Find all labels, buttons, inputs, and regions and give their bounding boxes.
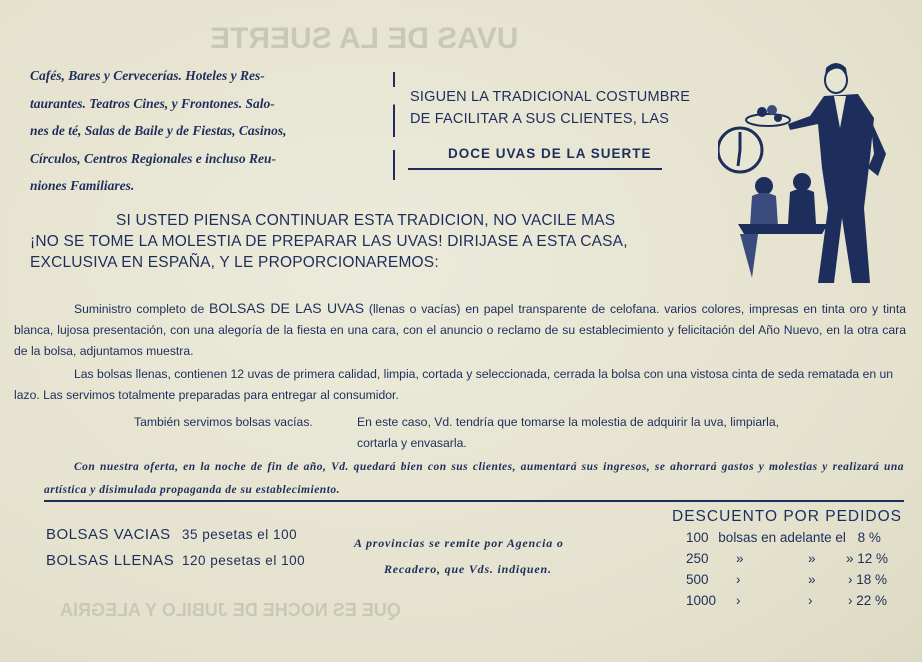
descuento-qty: 100 <box>686 530 709 545</box>
headline-line: EXCLUSIVA EN ESPAÑA, Y LE PROPORCIONAREMOS: <box>30 254 439 271</box>
bleed-through-decoration: QUE ES NOCHE DE JUBILO Y ALEGRIA <box>60 600 401 620</box>
bolsas-emphasis: BOLSAS DE LAS UVAS <box>209 300 365 316</box>
intro-line: niones Familiares. <box>30 178 135 193</box>
paragraph-text: Suministro completo de <box>74 302 210 316</box>
provincias-line: Recadero, que Vds. indiquen. <box>384 562 552 576</box>
ditto-mark: › <box>736 572 741 587</box>
price-label: BOLSAS VACIAS <box>46 526 171 543</box>
waiter-illustration <box>718 58 908 288</box>
descuento-title: DESCUENTO POR PEDIDOS <box>672 508 903 525</box>
offer-statement: Con nuestra oferta, en la noche de fin de año, Vd. quedará bien con sus clientes, aumentará sus ingresos, se ahorrará gastos y molestias y realizará una artística y disimulada propaganda de su establecimiento. <box>44 461 904 496</box>
vertical-divider <box>393 72 395 180</box>
descuento-qty: 500 <box>686 572 709 587</box>
paragraph-suministro <box>14 298 906 362</box>
ditto-mark: › <box>808 593 813 608</box>
headline-line: SI USTED PIENSA CONTINUAR ESTA TRADICION, NO VACILE MAS <box>116 212 616 229</box>
horizontal-divider <box>44 500 904 502</box>
price-value: 120 pesetas el 100 <box>182 553 306 568</box>
descuento-row <box>686 530 881 545</box>
descuento-pct: › 22 % <box>848 593 888 608</box>
price-value: 35 pesetas el 100 <box>182 527 298 542</box>
descuento-qty: 1000 <box>686 593 717 608</box>
provincias-note <box>354 530 564 582</box>
provincias-line: A provincias se remite por Agencia o <box>354 536 564 550</box>
intro-line: Círculos, Centros Regionales e incluso Reu- <box>30 150 277 166</box>
paragraph-vacias-detail: En este caso, Vd. tendría que tomarse la molestia de adquirir la uva, limpiarla, cortarla y envasarla. <box>357 415 780 450</box>
descuento-row <box>686 551 906 566</box>
ditto-mark: › <box>736 593 741 608</box>
costumbre-line: SIGUEN LA TRADICIONAL COSTUMBRE <box>410 89 691 105</box>
headline-block <box>30 210 720 273</box>
headline-line: ¡NO SE TOME LA MOLESTIA DE PREPARAR LAS UVAS! DIRIJASE A ESTA CASA, <box>30 233 628 250</box>
intro-line: taurantes. Teatros Cines, y Frontones. Salo- <box>30 95 275 111</box>
intro-line: Cafés, Bares y Cervecerías. Hoteles y Res- <box>30 68 265 83</box>
descuento-row <box>686 572 906 587</box>
descuento-row <box>686 593 906 608</box>
descuento-pct: » 12 % <box>846 551 889 566</box>
descuento-pct: 8 % <box>857 530 881 545</box>
descuento-mid: bolsas en adelante el <box>718 530 846 545</box>
intro-line: nes de té, Salas de Baile y de Fiestas, Casinos, <box>30 123 287 138</box>
price-row <box>46 522 312 548</box>
price-list <box>46 522 312 574</box>
paragraph-bolsas-llenas: Las bolsas llenas, contienen 12 uvas de primera calidad, limpia, cortada y seleccionada, cerrada la bolsa con una vistosa cinta de seda rematada en un lazo. Las servimos totalmente preparadas para entregar al consumidor. <box>14 367 894 402</box>
costumbre-block <box>410 86 690 130</box>
paragraph-bolsas-vacias: También servimos bolsas vacías. <box>134 415 313 429</box>
price-row <box>46 548 312 574</box>
costumbre-line: DE FACILITAR A SUS CLIENTES, LAS <box>410 111 670 127</box>
ditto-mark: » <box>808 572 816 587</box>
descuento-qty: 250 <box>686 551 709 566</box>
bleed-through-decoration: UVAS DE LA SUERTE <box>210 22 519 55</box>
price-label: BOLSAS LLENAS <box>46 552 175 569</box>
title-underline <box>408 168 662 170</box>
doce-uvas-title: DOCE UVAS DE LA SUERTE <box>448 146 652 161</box>
ditto-mark: » <box>736 551 744 566</box>
intro-establishments <box>30 62 385 200</box>
ditto-mark: » <box>808 551 816 566</box>
paragraph-text: (llenas o vacías) en papel transparente de celofana. varios colores, impresas en tinta oro y tinta blanca, lujosa presentación, con una alegoría de la fiesta en una cara, con el anuncio o reclamo de su establecimiento y felicitación del Año Nuevo, en la otra cara de la bolsa, adjuntamos muestra. <box>14 302 906 358</box>
descuento-pct: › 18 % <box>848 572 888 587</box>
